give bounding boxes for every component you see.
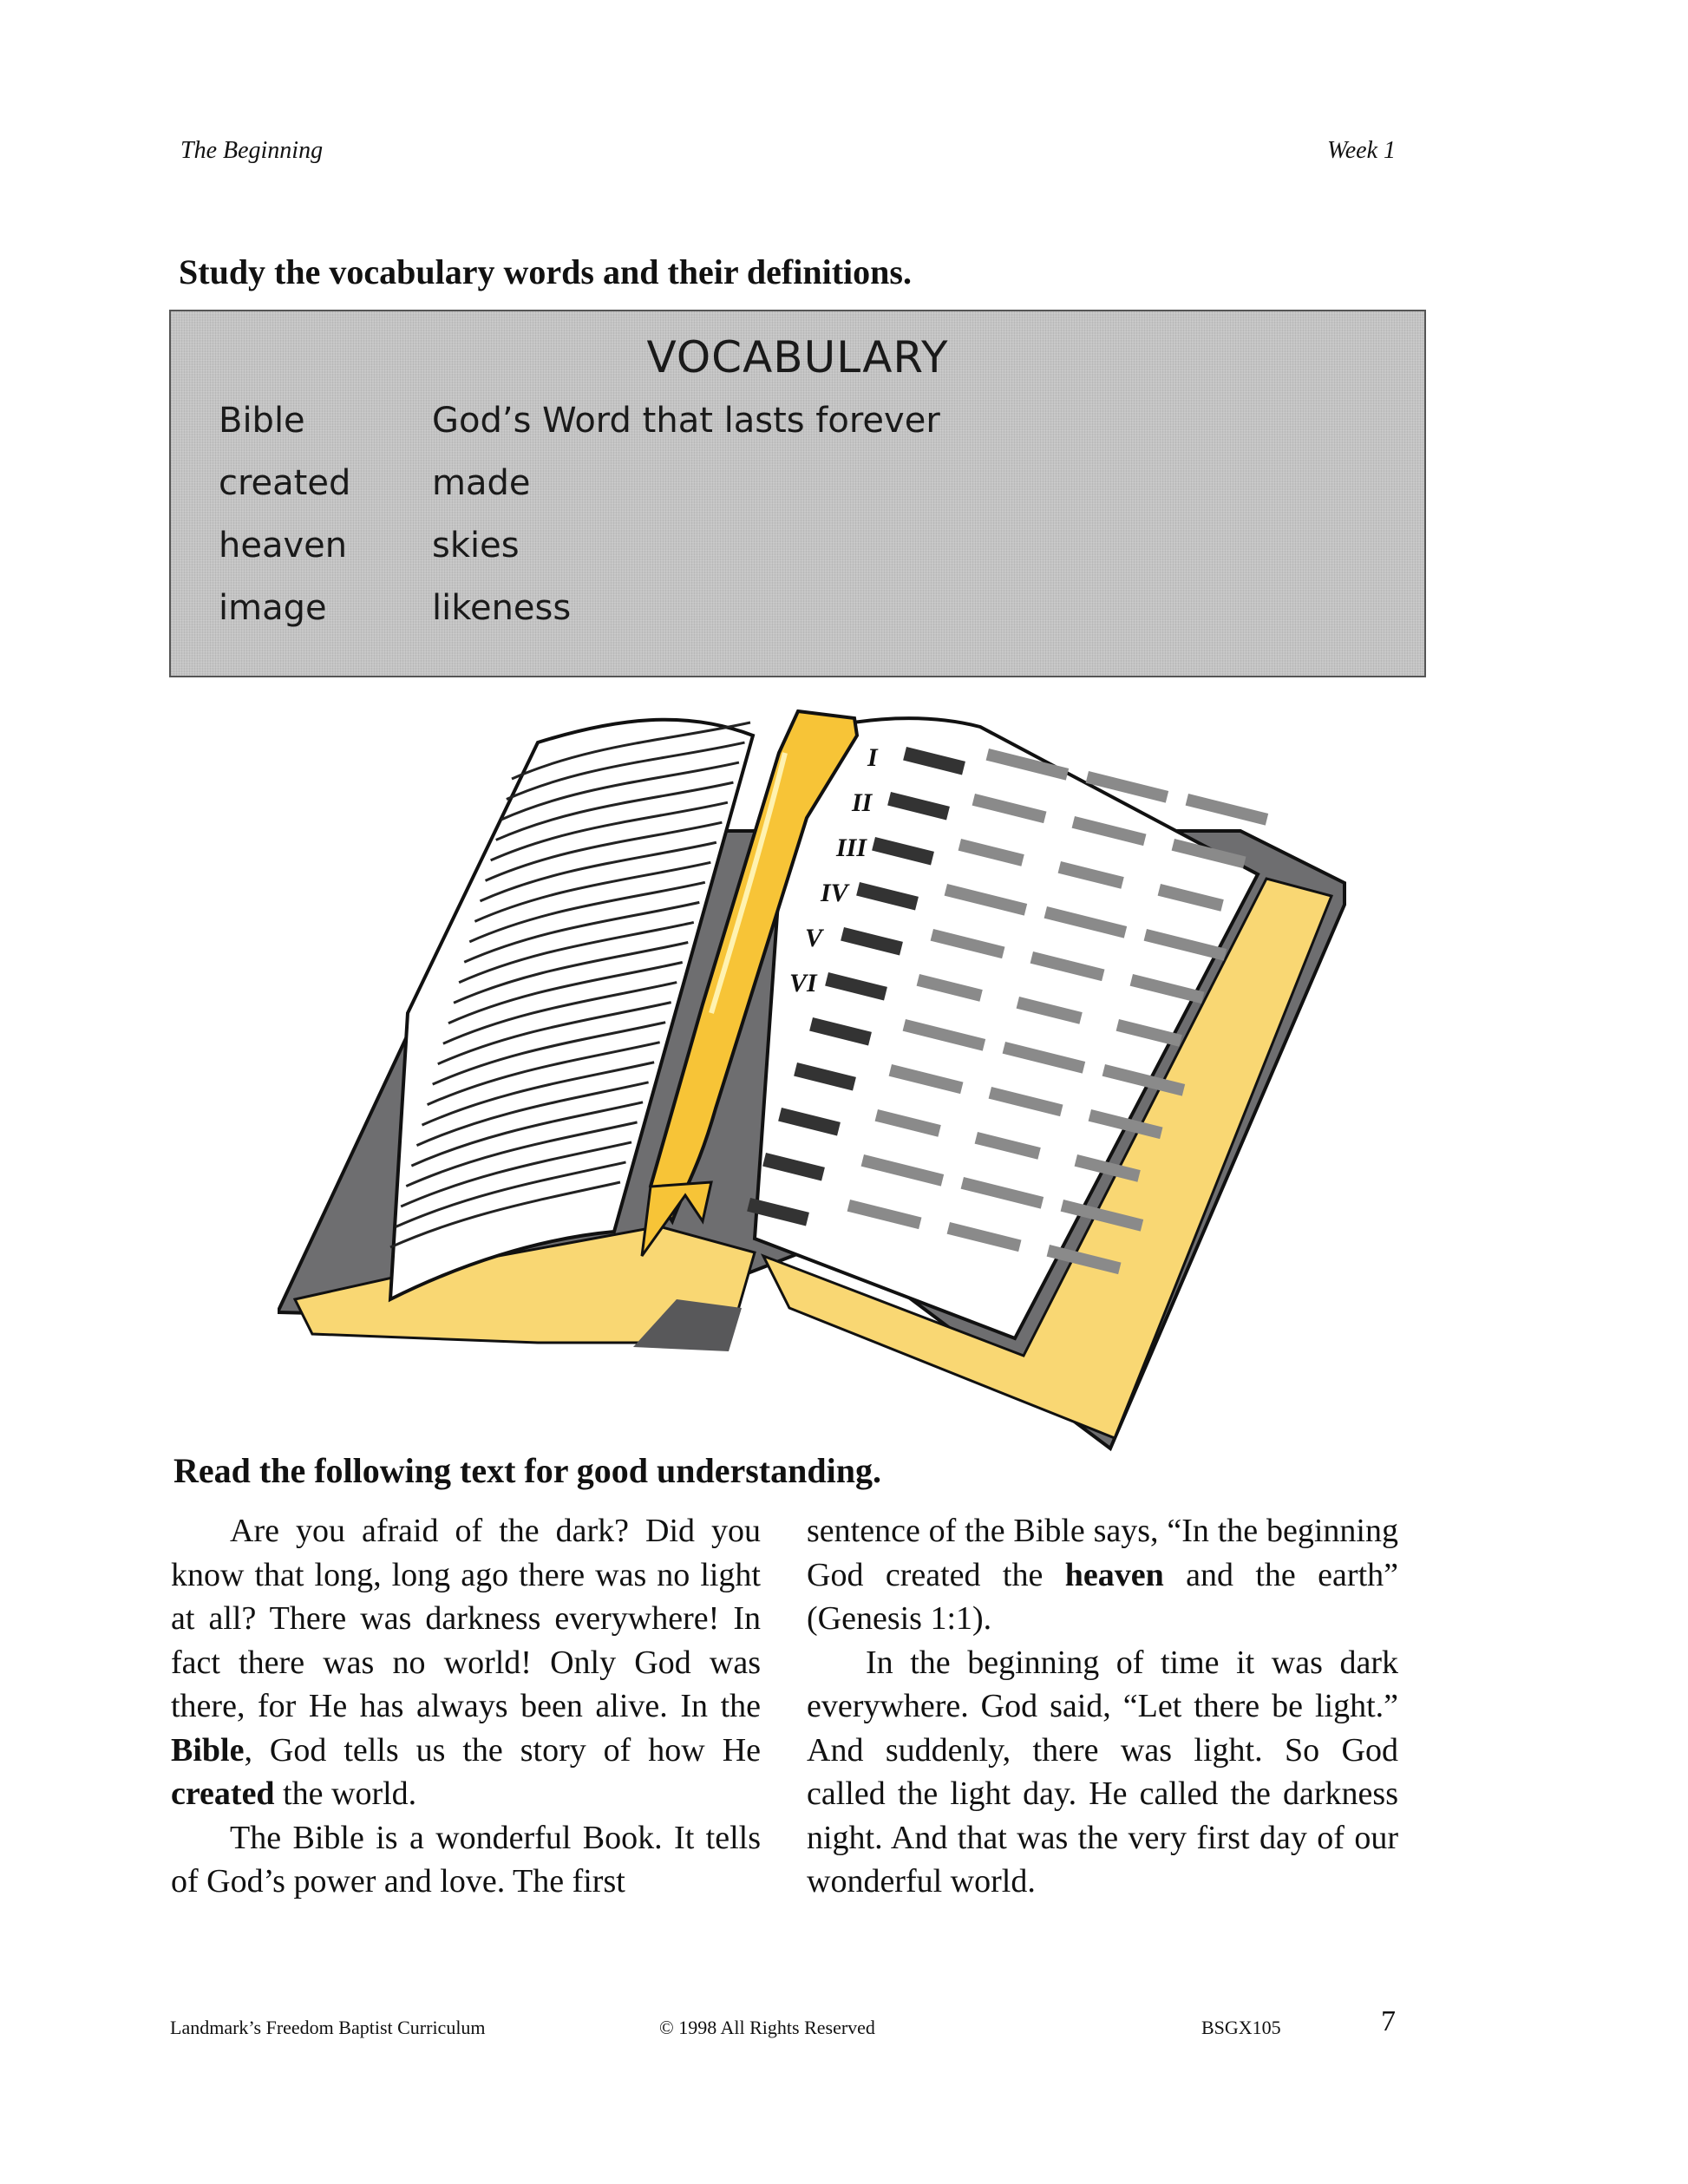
reading-text: the world. xyxy=(274,1775,417,1812)
vocab-definition: God’s Word that lasts forever xyxy=(432,401,940,441)
vocab-word-bold: heaven xyxy=(1064,1556,1164,1593)
page-number: 7 xyxy=(1381,2005,1396,2037)
tab-label: VI xyxy=(789,969,817,997)
reading-text: Are you afraid of the dark? Did you know that long, long ago there was no light at all? There was darkness everywhere! In fact there was no world! Only God was there, for He has always been alive. In the xyxy=(171,1513,761,1724)
reading-paragraph: The Bible is a wonderful Book. It tells of God’s power and love. The first xyxy=(171,1819,761,1900)
open-bible-illustration xyxy=(278,701,1371,1464)
vocab-row xyxy=(219,526,520,566)
footer-code: BSGX105 xyxy=(1201,2017,1281,2038)
vocab-term: created xyxy=(219,463,351,503)
reading-column-right xyxy=(807,1509,1398,1904)
vocab-row xyxy=(219,401,940,441)
header-week: Week 1 xyxy=(1327,137,1397,164)
reading-text: and the earth” (Genesis 1:1). xyxy=(807,1556,1398,1637)
tab-label: III xyxy=(836,834,867,862)
vocab-row xyxy=(219,463,530,503)
tab-label: I xyxy=(867,743,878,772)
vocab-definition: skies xyxy=(432,526,520,566)
vocabulary-box xyxy=(169,310,1426,677)
vocab-term: image xyxy=(219,588,327,628)
reading-paragraph xyxy=(807,1509,1398,1641)
tab-label: II xyxy=(852,788,873,817)
vocabulary-title: VOCABULARY xyxy=(646,332,949,383)
vocab-definition: made xyxy=(432,463,531,503)
tab-label: V xyxy=(805,924,823,952)
vocab-row xyxy=(219,588,571,628)
reading-paragraph: In the beginning of time it was dark everywhere. God said, “Let there be light.” And suddenly, there was light. So God called the light day. He called the darkness night. And that was the very first day of our wonderful world. xyxy=(807,1644,1398,1900)
reading-column-left xyxy=(171,1509,761,1904)
vocab-instruction: Study the vocabulary words and their definitions. xyxy=(179,252,912,291)
reading-text: , God tells us the story of how He xyxy=(244,1731,761,1769)
reading-text: sentence of the Bible says, “In the beginning God created the xyxy=(807,1513,1398,1593)
reading-paragraph xyxy=(171,1509,761,1816)
vocab-term: heaven xyxy=(219,526,348,566)
reading-instruction: Read the following text for good understanding. xyxy=(173,1451,881,1490)
footer-copyright: © 1998 All Rights Reserved xyxy=(659,2017,875,2038)
tab-label: IV xyxy=(821,879,848,907)
header-title: The Beginning xyxy=(180,137,324,164)
vocab-term: Bible xyxy=(219,401,305,441)
vocab-word-bold: Bible xyxy=(171,1731,245,1769)
vocab-definition: likeness xyxy=(432,588,572,628)
vocab-word-bold: created xyxy=(171,1775,275,1812)
text-bar xyxy=(1186,794,1269,826)
footer-curriculum: Landmark’s Freedom Baptist Curriculum xyxy=(170,2017,486,2038)
